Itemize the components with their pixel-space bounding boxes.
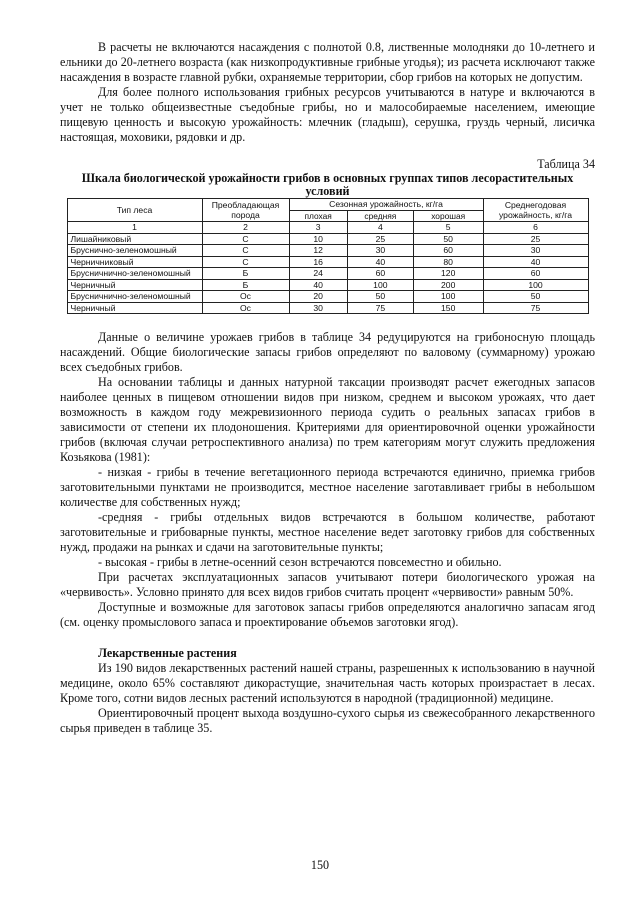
table-row: [67, 245, 588, 257]
header-forest-type: Тип леса: [67, 199, 202, 222]
cell-medium: 60: [347, 268, 413, 280]
cell-species: Б: [202, 279, 289, 291]
cell-medium: 25: [347, 233, 413, 245]
page-body: [60, 40, 595, 736]
cell-forest-type: Брусничнично-зеленомошный: [67, 268, 202, 280]
cell-good: 100: [413, 291, 483, 303]
header-seasonal-yield: Сезонная урожайность, кг/га: [289, 199, 483, 211]
cell-forest-type: Черничный: [67, 302, 202, 314]
list-item: -средняя - грибы отдельных видов встречаются в большом количестве, работают заготовительные и грибоварные пункты, местное население ведет заготовку грибов для собственных нужд, продажи на рынках и сдачи на заготовительные пункты;: [60, 510, 595, 554]
paragraph: Ориентировочный процент выхода воздушно-сухого сырья из свежесобранного лекарственного сырья приведен в таблице 35.: [60, 706, 595, 735]
cell-species: С: [202, 233, 289, 245]
header-poor: плохая: [289, 210, 347, 222]
cell-avg: 50: [483, 291, 588, 303]
table-title: Шкала биологической урожайности грибов в основных группах типов лесорастительных условий: [81, 171, 574, 198]
paragraph: На основании таблицы и данных натурной таксации производят расчет ежегодных запасов наиболее ценных в пищевом отношении видов при низком, среднем и высоком урожаях, что дает возможность в каждом году межревизионного периода судить о реальных запасах грибов в зависимости от степени их плодоношения. Критериями для ориентировочной оценки урожайности грибов (включая случаи ретроспективного анализа) по трем категориям могут служить предложения Козьякова (1981):: [60, 375, 595, 464]
cell-medium: 40: [347, 256, 413, 268]
list-item: - высокая - грибы в летне-осенний сезон встречаются повсеместно и обильно.: [98, 555, 502, 569]
cell-species: Ос: [202, 291, 289, 303]
cell-forest-type: Брусничнично-зеленомошный: [67, 291, 202, 303]
cell-medium: 50: [347, 291, 413, 303]
table-row: [67, 291, 588, 303]
cell-poor: 40: [289, 279, 347, 291]
cell-good: 150: [413, 302, 483, 314]
cell-medium: 75: [347, 302, 413, 314]
cell-species: С: [202, 256, 289, 268]
yield-table: [67, 198, 589, 314]
col-num: 4: [347, 222, 413, 234]
paragraph: Данные о величине урожаев грибов в таблице 34 редуцируются на грибоносную площадь насаждений. Общие биологические запасы грибов определяют по валовому (суммарному) урожаю всех съедобных грибов.: [60, 330, 595, 374]
col-num: 6: [483, 222, 588, 234]
cell-good: 60: [413, 245, 483, 257]
table-row: [67, 268, 588, 280]
paragraph: В расчеты не включаются насаждения с полнотой 0.8, лиственные молодняки до 10-летнего и ельники до 20-летнего возраста (как низкопродуктивные грибные угодья); из расчета исключают также насаждения в возрасте главной рубки, охраняемые территории, сбор грибов на которых не допустим.: [60, 40, 595, 84]
cell-species: Ос: [202, 302, 289, 314]
cell-forest-type: Бруснично-зеленомошный: [67, 245, 202, 257]
paragraph: Из 190 видов лекарственных растений нашей страны, разрешенных к использованию в научной медицине, около 65% составляют дикорастущие, значительная часть которых произрастает в лесах. Кроме того, сотни видов лесных растений используются в народной (традиционной) медицине.: [60, 661, 595, 705]
cell-medium: 30: [347, 245, 413, 257]
list-item: - низкая - грибы в течение вегетационного периода встречаются единично, приемка грибов заготовительными пунктами не производится, местное население заготавливает грибы в небольшом количестве для собственных нужд;: [60, 465, 595, 509]
cell-avg: 75: [483, 302, 588, 314]
cell-good: 200: [413, 279, 483, 291]
header-avg-yield: Среднегодовая урожайность, кг/га: [483, 199, 588, 222]
cell-poor: 16: [289, 256, 347, 268]
cell-avg: 25: [483, 233, 588, 245]
table-body: [67, 233, 588, 314]
cell-good: 120: [413, 268, 483, 280]
table-row: [67, 302, 588, 314]
page-number: 150: [310, 858, 330, 872]
section-heading: Лекарственные растения: [98, 646, 237, 660]
col-num: 2: [202, 222, 289, 234]
cell-species: Б: [202, 268, 289, 280]
table-row: [67, 233, 588, 245]
cell-poor: 10: [289, 233, 347, 245]
cell-poor: 12: [289, 245, 347, 257]
paragraph: Доступные и возможные для заготовок запасы грибов определяются аналогично запасам ягод (см. оценку промыслового запаса и проектирование объемов заготовки ягод).: [60, 600, 595, 629]
paragraph: Для более полного использования грибных ресурсов учитываются в натуре и включаются в учет не только общеизвестные съедобные грибы, но и малособираемые населением, имеющие пищевую ценность и высокую урожайность: млечник (гладыш), серушка, груздь черный, лисичка настоящая, моховики, рядовки и др.: [60, 85, 595, 144]
cell-poor: 20: [289, 291, 347, 303]
cell-medium: 100: [347, 279, 413, 291]
cell-forest-type: Черничниковый: [67, 256, 202, 268]
table-label: Таблица 34: [537, 157, 595, 171]
cell-avg: 60: [483, 268, 588, 280]
cell-avg: 30: [483, 245, 588, 257]
col-num: 1: [67, 222, 202, 234]
header-medium: средняя: [347, 210, 413, 222]
cell-good: 80: [413, 256, 483, 268]
table-row: [67, 256, 588, 268]
cell-species: С: [202, 245, 289, 257]
cell-good: 50: [413, 233, 483, 245]
col-num: 5: [413, 222, 483, 234]
cell-avg: 100: [483, 279, 588, 291]
header-good: хорошая: [413, 210, 483, 222]
cell-poor: 24: [289, 268, 347, 280]
paragraph: При расчетах эксплуатационных запасов учитывают потери биологического урожая на «червивость». Условно принято для всех видов грибов считать процент «червивости» равным 50%.: [60, 570, 595, 599]
col-num: 3: [289, 222, 347, 234]
header-dominant-species: Преобладающая порода: [202, 199, 289, 222]
cell-forest-type: Черничный: [67, 279, 202, 291]
cell-forest-type: Лишайниковый: [67, 233, 202, 245]
cell-avg: 40: [483, 256, 588, 268]
table-row: [67, 279, 588, 291]
cell-poor: 30: [289, 302, 347, 314]
